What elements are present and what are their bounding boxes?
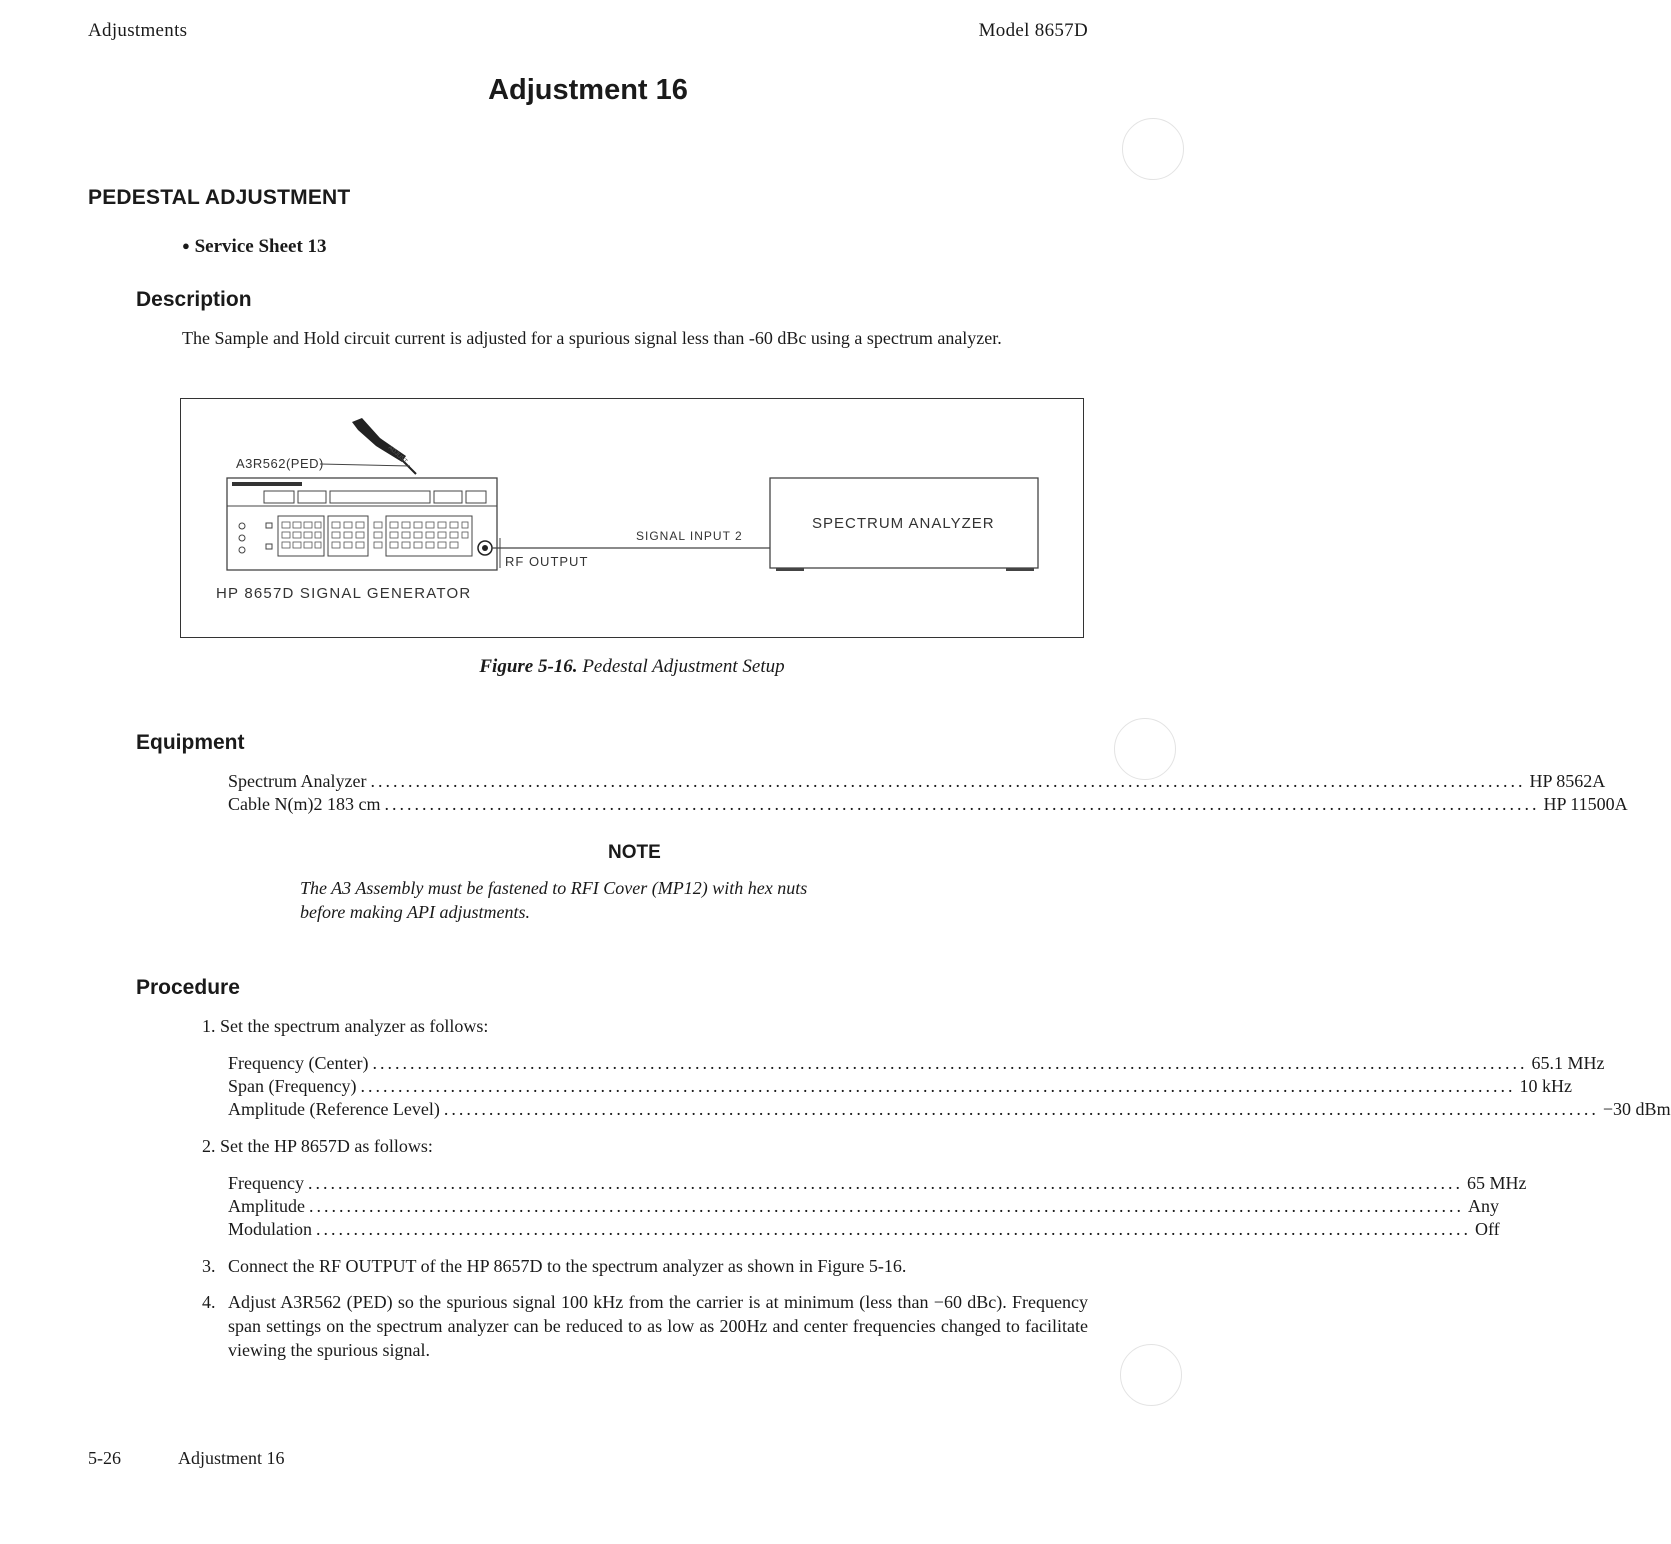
punch-hole [1122, 118, 1184, 180]
setting-row: Amplitude .......................................................................................................................................................... Any [228, 1196, 1499, 1216]
setting-label: Span (Frequency) [228, 1076, 357, 1096]
figure-caption [0, 656, 1264, 678]
description-heading: Description [136, 288, 252, 311]
setting-value: Any [1468, 1196, 1499, 1216]
note-text-line: before making API adjustments. [300, 902, 530, 922]
running-header-right: Model 8657D [978, 20, 1088, 41]
analyzer-label: SPECTRUM ANALYZER [812, 515, 995, 532]
setting-row: Frequency .......................................................................................................................................................... 65 MHz [228, 1173, 1527, 1193]
footer-page-number: 5-26 [88, 1448, 121, 1468]
setting-value: 10 kHz [1519, 1076, 1572, 1096]
description-text: The Sample and Hold circuit current is adjusted for a spurious signal less than -60 dBc using a spectrum analyzer. [182, 328, 1002, 348]
setting-row: Modulation .......................................................................................................................................................... Off [228, 1219, 1500, 1239]
figure-number: Figure 5-16. [479, 656, 578, 677]
setting-row: Span (Frequency) .......................................................................................................................................................... 10 kHz [228, 1076, 1572, 1096]
equipment-heading: Equipment [136, 731, 245, 754]
equipment-item: Cable N(m)2 183 cm .......................................................................................................................................................... HP 11500A [228, 794, 1628, 814]
setting-row: Amplitude (Reference Level) .......................................................................................................................................................... −30 dBm [228, 1099, 1671, 1119]
step-text: Connect the RF OUTPUT of the HP 8657D to the spectrum analyzer as shown in Figure 5-16. [228, 1256, 907, 1276]
note-heading: NOTE [608, 842, 661, 863]
setting-label: Amplitude [228, 1196, 305, 1216]
analyzer-settings-list [228, 1052, 1671, 1121]
equipment-item-model: HP 11500A [1543, 794, 1628, 814]
figure-5-16-frame [180, 398, 1084, 638]
equipment-item-label: Spectrum Analyzer [228, 771, 367, 791]
setting-label: Modulation [228, 1219, 312, 1239]
figure-title: Pedestal Adjustment Setup [582, 656, 785, 677]
setting-label: Frequency [228, 1173, 304, 1193]
equipment-list [228, 770, 1628, 816]
setting-label: Frequency (Center) [228, 1053, 369, 1073]
equipment-item-model: HP 8562A [1529, 771, 1606, 791]
step-number: 3. [202, 1256, 216, 1276]
setup-diagram [180, 398, 1084, 638]
bullet-icon: ● [182, 238, 190, 253]
service-sheet-bullet [182, 236, 327, 258]
procedure-step-1 [202, 1014, 488, 1038]
setting-value: −30 dBm [1602, 1099, 1671, 1119]
equipment-item-label: Cable N(m)2 183 cm [228, 794, 381, 814]
step-text: Set the HP 8657D as follows: [220, 1136, 433, 1156]
service-sheet-ref: Service Sheet 13 [194, 236, 327, 257]
screwdriver-label: ADJUST [386, 445, 409, 466]
step-text: Adjust A3R562 (PED) so the spurious signal 100 kHz from the carrier is at minimum (less than −60 dBc). Frequency span settings on the spectrum analyzer can be reduced to as low as 200Hz and center frequencies changed to facilitate viewing the spurious signal. [228, 1292, 1088, 1360]
punch-hole [1120, 1344, 1182, 1406]
setting-value: 65.1 MHz [1531, 1053, 1605, 1073]
procedure-step-2 [202, 1134, 433, 1158]
setting-label: Amplitude (Reference Level) [228, 1099, 440, 1119]
generator-label: HP 8657D SIGNAL GENERATOR [216, 585, 472, 602]
setting-row: Frequency (Center) .......................................................................................................................................................... 65.1 MHz [228, 1053, 1605, 1073]
equipment-item: Spectrum Analyzer .......................................................................................................................................................... HP 8562A [228, 771, 1606, 791]
note-text-line: The A3 Assembly must be fastened to RFI Cover (MP12) with hex nuts [300, 878, 808, 898]
rf-output-label: RF OUTPUT [505, 554, 589, 569]
note-text [300, 876, 1000, 924]
section-title: PEDESTAL ADJUSTMENT [88, 186, 351, 209]
step-number: 1. [202, 1016, 216, 1036]
signal-generator-icon [227, 478, 497, 570]
component-ref-label: A3R562(PED) [236, 456, 324, 471]
running-header-left: Adjustments [88, 20, 188, 41]
step-number: 4. [202, 1292, 216, 1312]
setting-value: Off [1475, 1219, 1500, 1239]
procedure-step-4 [202, 1290, 1088, 1362]
step-number: 2. [202, 1136, 216, 1156]
signal-input-label: SIGNAL INPUT 2 [636, 529, 743, 543]
setting-value: 65 MHz [1466, 1173, 1527, 1193]
footer-label: Adjustment 16 [178, 1448, 285, 1468]
procedure-step-3 [202, 1254, 1088, 1278]
page-title: Adjustment 16 [488, 74, 688, 106]
procedure-heading: Procedure [136, 976, 240, 999]
generator-settings-list [228, 1172, 1527, 1241]
step-text: Set the spectrum analyzer as follows: [220, 1016, 489, 1036]
